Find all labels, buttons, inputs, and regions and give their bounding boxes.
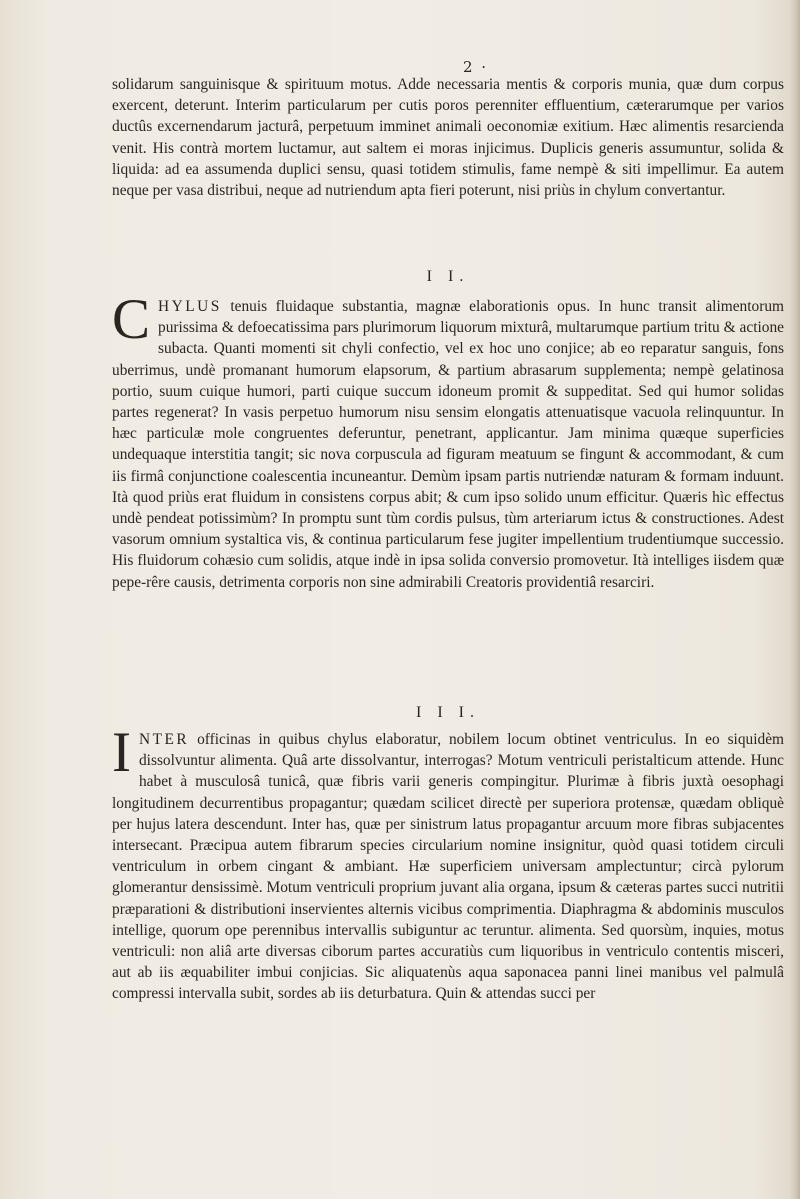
page-number: 2 · <box>463 58 489 76</box>
intro-paragraph: solidarum sanguinisque & spirituum motus. Adde necessaria mentis & corporis munia, quæ dum corpus exercent, deterunt. Interim particularum per cutis poros perenniter effluentium, cæterarumque per varios ductûs excernendarum jacturâ, perpetuum imminet animali oeconomiæ exitium. Hæc alimentis resarcienda venit. His contrà mortem luctamur, aut saltem ei moras injicimus. Duplicis generis assumuntur, solida & liquida: ad ea assumenda duplici sensu, quasi totidem stimulis, fame nempè & siti impellimur. Ea autem neque per vasa distribui, neque ad nutriendum apta fieri poterunt, nisi priùs in chylum convertantur. <box>112 76 784 200</box>
chylus-lead-word: HYLUS <box>158 298 222 315</box>
chylus-paragraph <box>112 288 784 593</box>
section-heading-2: I I. <box>426 268 470 285</box>
ventriculus-paragraph <box>112 721 784 1005</box>
section-heading-3: I I I. <box>416 704 480 721</box>
drop-cap-c: C <box>112 288 151 351</box>
ventriculus-body: officinas in quibus chylus elaboratur, nobilem locum obtinet ventriculus. In eo siquidèm dissolvuntur alimenta. Quâ arte dissolvantur, interrogas? Motum ventriculi peristalticum attende. Hunc habet à musculosâ tunicâ, quæ fibris varii generis compingitur. Plurimæ à fibris juxtà oesophagi longitudinem decurrentibus propagantur; quædam scilicet directè per superiora protensæ, quædam obliquè per hujus latera descendunt. Inter has, quæ per sinistrum latus propagantur arcuum more fibras subjacentes intersecant. Præcipua autem fibrarum species circularium nomine insignitur, quòd quasi totidem circuli ventriculum in orbem cingant & ambiant. Hæ superficiem universam amplectuntur; circà pylorum glomerantur densissimè. Motum ventriculi proprium juvant alia organa, ipsum & cæteras partes succi nutritii præparationi & distributioni inservientes alternis vicibus comprimentia. Diaphragma & abdominis musculos intellige, quorum ope perennibus intervallis subiguntur ac teruntur. alimenta. Sed quorsùm, inquies, motus ventriculi: non aliâ arte diversas ciborum partes accuratiùs cum liquoribus in ventriculo contentis misceri, aut ab iis æquabiliter imbui conjicias. Sic aliquatenùs aqua saponacea panni linei manibus vel palmulâ compressi intervalla subit, sordes ab iis deturbatura. Quin & attendas succi per <box>112 731 784 1003</box>
inter-lead-word: NTER <box>138 731 190 748</box>
page-edge-shadow <box>790 0 800 1199</box>
drop-cap-i: I <box>112 721 131 784</box>
chylus-body: tenuis fluidaque substantia, magnæ elaborationis opus. In hunc transit alimentorum purissima & defoecatissima pars plurimorum liquorum mixturâ, multarumque partium tritu & actione subacta. Quanti momenti sit chyli confectio, vel ex hoc uno conjice; ab eo reparatur sanguis, fons uberrimus, undè promanant humorum elapsorum, & partium abrasarum supplementa; nempè gelatinosa portio, suum cuique humori, parti cuique succum idoneum promit & suppeditat. Sed qui humor solidas partes regenerat? In vasis perpetuo humorum nisu sensim elongatis attenuatisque vacuola relinquuntur. In hæc particulæ mole congruentes deferuntur, penetrant, applicantur. Jam minima quæque superficies undequaque interstitia tangit; sic nova corpuscula ad figuram meatuum se fingunt & accommodant, & cum iis firmâ conjunctione coalescentia incuneantur. Demùm ipsam partis nutriendæ naturam & formam induunt. Ità quod priùs erat fluidum in consistens corpus abit; & cum ipso solido unum efficitur. Quæris hìc effectus undè pendeat potissimùm? In promptu sunt tùm cordis pulsus, tùm arteriarum ictus & constructiones. Adest vasorum omnium systaltica vis, & continua particularum fese jugiter impellentium trudentiumque successio. His fluidorum cohæsio cum solidis, atque indè in ipsa solida conversio promovetur. Ità intelliges iisdem quæ pepe-rêre causis, detrimenta corporis non sine admirabili Creatoris providentiâ resarciri. <box>112 298 784 591</box>
